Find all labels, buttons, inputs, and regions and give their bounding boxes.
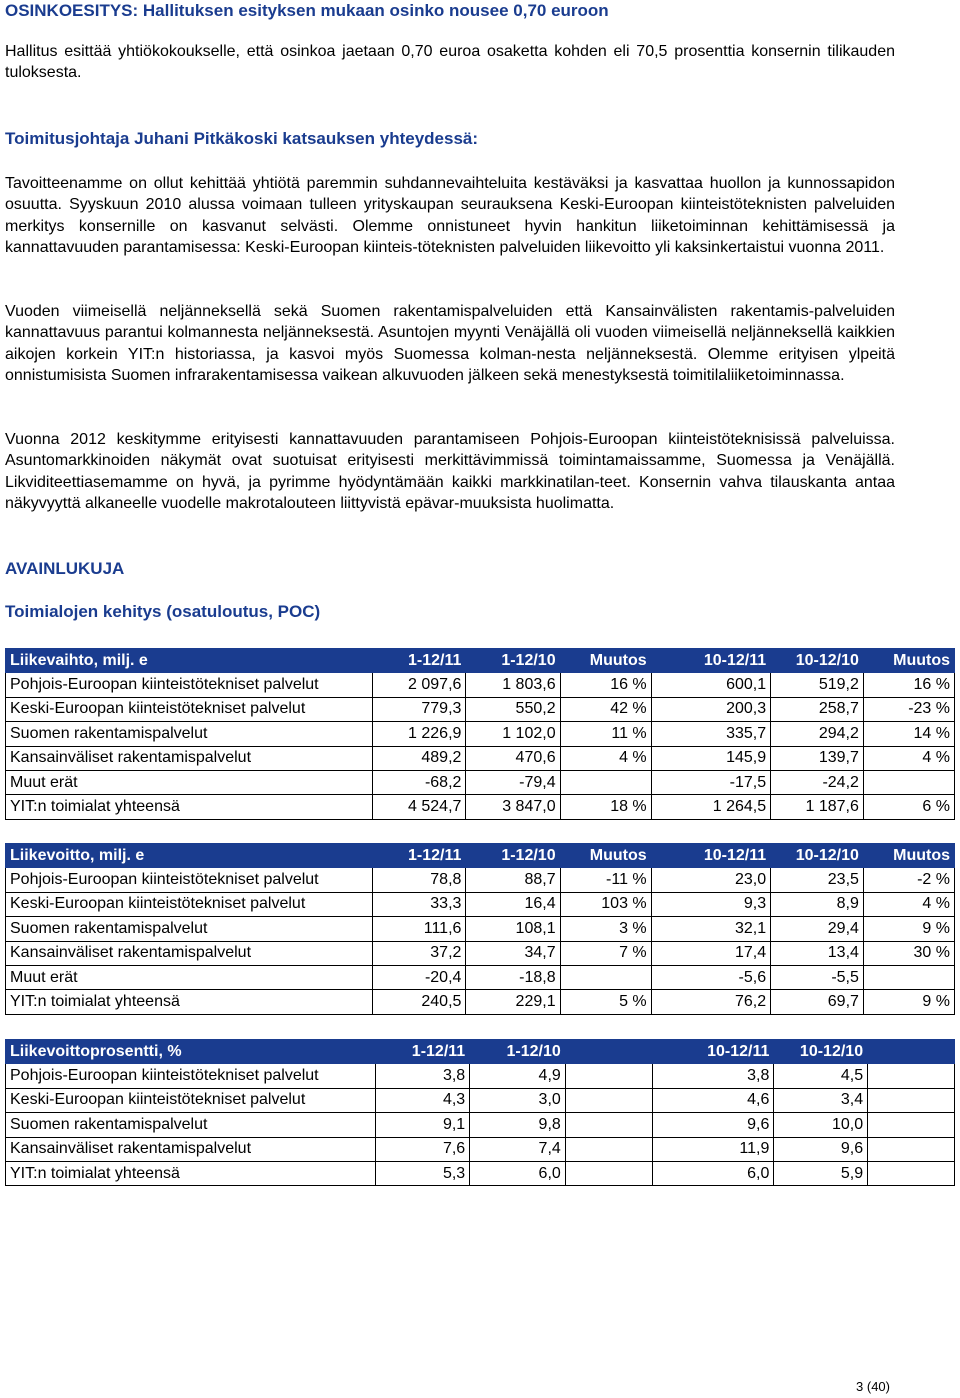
column-header: 10-12/10 <box>771 649 864 673</box>
table-cell: 519,2 <box>771 673 864 697</box>
table-cell: 1 264,5 <box>651 795 770 819</box>
column-header: 1-12/10 <box>466 649 560 673</box>
table-cell: 2 097,6 <box>373 673 466 697</box>
table-cell: 78,8 <box>373 868 466 892</box>
row-label: Keski-Euroopan kiinteistötekniset palvelut <box>6 1088 376 1112</box>
row-label: Keski-Euroopan kiinteistötekniset palvelut <box>6 697 373 721</box>
column-header: Muutos <box>560 844 651 868</box>
ceo-paragraph-3: Vuonna 2012 keskitymme erityisesti kannattavuuden parantamiseen Pohjois-Euroopan kiinteistöteknisissä palveluissa. Asuntomarkkinoiden näkymät ovat suotuisat erityisesti merkittävimmissä toimintamaissamme, Suomessa ja Venäjällä. Likviditeettiasemamme on hyvä, ja pyrimme hyödyntämään kaikki markkinatilan-teet. Konsernin vahva tilauskanta antaa näkyvyyttä alkaneelle vuodelle makrotalouteen liittyvistä epävar-muuksista huolimatta. <box>5 431 895 513</box>
row-label: Pohjois-Euroopan kiinteistötekniset palvelut <box>6 1064 376 1088</box>
table-cell: -18,8 <box>466 965 560 989</box>
table-row <box>6 1161 955 1185</box>
column-header: 10-12/11 <box>652 1040 774 1064</box>
table-cell: 139,7 <box>771 746 864 770</box>
row-label: Kansainväliset rakentamispalvelut <box>6 1137 376 1161</box>
table-cell: 37,2 <box>373 941 466 965</box>
table-row <box>6 1137 955 1161</box>
table-cell: 7 % <box>560 941 651 965</box>
table-cell: -79,4 <box>466 770 560 794</box>
table-cell <box>565 1113 652 1137</box>
column-header: 1-12/10 <box>470 1040 566 1064</box>
table-header-row <box>6 1040 955 1064</box>
table-row <box>6 746 955 770</box>
table-cell: 5 % <box>560 990 651 1014</box>
table-cell: -68,2 <box>373 770 466 794</box>
ceo-heading: Toimitusjohtaja Juhani Pitkäkoski katsauksen yhteydessä: <box>5 129 479 148</box>
table-cell: -5,5 <box>771 965 864 989</box>
table-cell: 17,4 <box>651 941 770 965</box>
table-cell: 489,2 <box>373 746 466 770</box>
column-header: 1-12/11 <box>373 844 466 868</box>
table-cell: 229,1 <box>466 990 560 1014</box>
column-header <box>565 1040 652 1064</box>
table-cell <box>565 1137 652 1161</box>
table-cell: 23,0 <box>651 868 770 892</box>
table-cell: 779,3 <box>373 697 466 721</box>
table-header-row <box>6 844 955 868</box>
row-label: Suomen rakentamispalvelut <box>6 1113 376 1137</box>
table-cell: -23 % <box>863 697 954 721</box>
table-cell <box>565 1161 652 1185</box>
table-cell: 3,0 <box>470 1088 566 1112</box>
table-cell: 258,7 <box>771 697 864 721</box>
table-cell: 4,3 <box>375 1088 470 1112</box>
table-cell: 34,7 <box>466 941 560 965</box>
table-cell: 1 102,0 <box>466 722 560 746</box>
table-cell: 4 % <box>863 892 954 916</box>
table-cell: 16 % <box>863 673 954 697</box>
table-cell: 108,1 <box>466 917 560 941</box>
table-cell: 9,1 <box>375 1113 470 1137</box>
table-row <box>6 673 955 697</box>
table-cell: 4,5 <box>774 1064 868 1088</box>
table-cell: 1 226,9 <box>373 722 466 746</box>
row-label: YIT:n toimialat yhteensä <box>6 795 373 819</box>
table-cell <box>560 965 651 989</box>
table-cell: 1 803,6 <box>466 673 560 697</box>
table-cell: 1 187,6 <box>771 795 864 819</box>
table-cell: 23,5 <box>771 868 864 892</box>
table-row <box>6 1064 955 1088</box>
table-row <box>6 1113 955 1137</box>
table-cell: 16,4 <box>466 892 560 916</box>
key-figures-heading: AVAINLUKUJA <box>5 559 125 578</box>
row-label: Muut erät <box>6 770 373 794</box>
row-label: Kansainväliset rakentamispalvelut <box>6 941 373 965</box>
table-cell: 9 % <box>863 990 954 1014</box>
table-header-row <box>6 649 955 673</box>
table-cell: 9,3 <box>651 892 770 916</box>
ceo-paragraph-1: Tavoitteenamme on ollut kehittää yhtiötä paremmin suhdannevaihteluita kestäväksi ja kasvattaa huollon ja kunnossapidon osuutta. Syyskuun 2010 alussa voimaan tulleen yrityskaupan seurauksena Keski-Euroopan kiinteistöteknisten palveluiden merkitys konsernille on kasvanut selvästi. Olemme onnistuneet hyvin hankitun liiketoiminnan kehittämisessä ja kannattavuuden parantamisessa: Keski-Euroopan kiinteis-töteknisten palveluiden liikevoitto yli kaksinkertaistui vuonna 2011. <box>5 175 895 257</box>
column-header: 1-12/11 <box>373 649 466 673</box>
table-row <box>6 917 955 941</box>
table-cell <box>868 1064 955 1088</box>
table-cell <box>565 1064 652 1088</box>
row-label: Keski-Euroopan kiinteistötekniset palvelut <box>6 892 373 916</box>
table-cell: 6,0 <box>652 1161 774 1185</box>
row-label: Pohjois-Euroopan kiinteistötekniset palvelut <box>6 868 373 892</box>
table-cell: 550,2 <box>466 697 560 721</box>
table-cell: 8,9 <box>771 892 864 916</box>
table-cell <box>565 1088 652 1112</box>
table-cell: 29,4 <box>771 917 864 941</box>
row-label: Suomen rakentamispalvelut <box>6 722 373 746</box>
table-cell: 14 % <box>863 722 954 746</box>
table-cell: -20,4 <box>373 965 466 989</box>
column-header: 1-12/10 <box>466 844 560 868</box>
table-cell: 16 % <box>560 673 651 697</box>
table-row <box>6 722 955 746</box>
table-row <box>6 697 955 721</box>
dividend-title: OSINKOESITYS: Hallituksen esityksen mukaan osinko nousee 0,70 euroon <box>5 1 609 20</box>
column-header: 10-12/10 <box>774 1040 868 1064</box>
column-header: 1-12/11 <box>375 1040 470 1064</box>
table-cell: 69,7 <box>771 990 864 1014</box>
table-cell: 3 847,0 <box>466 795 560 819</box>
table-row <box>6 990 955 1014</box>
table-row <box>6 965 955 989</box>
column-header: 10-12/11 <box>651 649 770 673</box>
table-cell: 10,0 <box>774 1113 868 1137</box>
table-cell: 240,5 <box>373 990 466 1014</box>
table-cell: 11 % <box>560 722 651 746</box>
table-cell: 9,6 <box>652 1113 774 1137</box>
column-header: Muutos <box>863 649 954 673</box>
table-title-cell: Liikevoitto, milj. e <box>6 844 373 868</box>
revenue-table <box>5 648 955 820</box>
table-cell: 600,1 <box>651 673 770 697</box>
row-label: Kansainväliset rakentamispalvelut <box>6 746 373 770</box>
table-cell: -11 % <box>560 868 651 892</box>
row-label: YIT:n toimialat yhteensä <box>6 1161 376 1185</box>
table-row <box>6 795 955 819</box>
table-cell <box>868 1088 955 1112</box>
row-label: Muut erät <box>6 965 373 989</box>
table-cell: 11,9 <box>652 1137 774 1161</box>
column-header: 10-12/11 <box>651 844 770 868</box>
table-cell: 200,3 <box>651 697 770 721</box>
table-row <box>6 941 955 965</box>
table-cell: 4 524,7 <box>373 795 466 819</box>
column-header <box>868 1040 955 1064</box>
table-cell: -24,2 <box>771 770 864 794</box>
table-row <box>6 868 955 892</box>
table-cell: 88,7 <box>466 868 560 892</box>
row-label: Suomen rakentamispalvelut <box>6 917 373 941</box>
table-cell: 33,3 <box>373 892 466 916</box>
table-cell <box>868 1161 955 1185</box>
table-cell: 294,2 <box>771 722 864 746</box>
table-cell <box>868 1137 955 1161</box>
table-cell <box>868 1113 955 1137</box>
table-cell: 4,6 <box>652 1088 774 1112</box>
table-cell: 111,6 <box>373 917 466 941</box>
table-cell: 4 % <box>863 746 954 770</box>
table-cell: -2 % <box>863 868 954 892</box>
table-cell: 13,4 <box>771 941 864 965</box>
table-cell: 76,2 <box>651 990 770 1014</box>
table-cell: 5,9 <box>774 1161 868 1185</box>
ceo-paragraph-2: Vuoden viimeisellä neljänneksellä sekä Suomen rakentamispalveluiden että Kansainvälisten rakentamis-palveluiden kannattavuus parantui kolmannesta neljänneksestä. Asuntojen myynti Venäjällä oli vuoden viimeisellä neljänneksellä kaikkien aikojen korkein YIT:n historiassa, ja kasvoi myös Suomessa kolman-nesta neljänneksestä. Olemme erityisen ylpeitä onnistumisista Suomen infrarakentamisessa vaikean alkuvuoden jälkeen sekä menestyksestä toimitilaliiketoiminnassa. <box>5 303 895 385</box>
table-cell: 5,3 <box>375 1161 470 1185</box>
table-cell <box>863 965 954 989</box>
table-cell: 42 % <box>560 697 651 721</box>
table-cell: 3,4 <box>774 1088 868 1112</box>
table-cell: 103 % <box>560 892 651 916</box>
table-title-cell: Liikevoittoprosentti, % <box>6 1040 376 1064</box>
table-cell: 9,6 <box>774 1137 868 1161</box>
table-cell: 470,6 <box>466 746 560 770</box>
table-cell: 4,9 <box>470 1064 566 1088</box>
table-row <box>6 770 955 794</box>
table-row <box>6 892 955 916</box>
table-cell: 6,0 <box>470 1161 566 1185</box>
table-cell: 3,8 <box>652 1064 774 1088</box>
table-cell: 4 % <box>560 746 651 770</box>
row-label: Pohjois-Euroopan kiinteistötekniset palvelut <box>6 673 373 697</box>
table-cell: 6 % <box>863 795 954 819</box>
row-label: YIT:n toimialat yhteensä <box>6 990 373 1014</box>
table-cell: 7,6 <box>375 1137 470 1161</box>
operating-profit-table <box>5 843 955 1015</box>
column-header: Muutos <box>863 844 954 868</box>
table-cell: 145,9 <box>651 746 770 770</box>
table-cell: 9,8 <box>470 1113 566 1137</box>
table-cell <box>560 770 651 794</box>
table-cell: -17,5 <box>651 770 770 794</box>
table-cell: -5,6 <box>651 965 770 989</box>
table-cell: 7,4 <box>470 1137 566 1161</box>
table-cell: 3 % <box>560 917 651 941</box>
dividend-paragraph: Hallitus esittää yhtiökokoukselle, että osinkoa jaetaan 0,70 euroa osaketta kohden eli 70,5 prosenttia konsernin tilikauden tuloksesta. <box>5 43 895 82</box>
segments-heading: Toimialojen kehitys (osatuloutus, POC) <box>5 602 321 621</box>
table-cell: 9 % <box>863 917 954 941</box>
table-cell: 30 % <box>863 941 954 965</box>
table-title-cell: Liikevaihto, milj. e <box>6 649 373 673</box>
column-header: 10-12/10 <box>771 844 864 868</box>
table-cell: 18 % <box>560 795 651 819</box>
column-header: Muutos <box>560 649 651 673</box>
table-cell: 335,7 <box>651 722 770 746</box>
table-cell: 3,8 <box>375 1064 470 1088</box>
table-row <box>6 1088 955 1112</box>
page-number: 3 (40) <box>856 1379 890 1394</box>
table-cell <box>863 770 954 794</box>
table-cell: 32,1 <box>651 917 770 941</box>
operating-margin-table <box>5 1039 955 1186</box>
